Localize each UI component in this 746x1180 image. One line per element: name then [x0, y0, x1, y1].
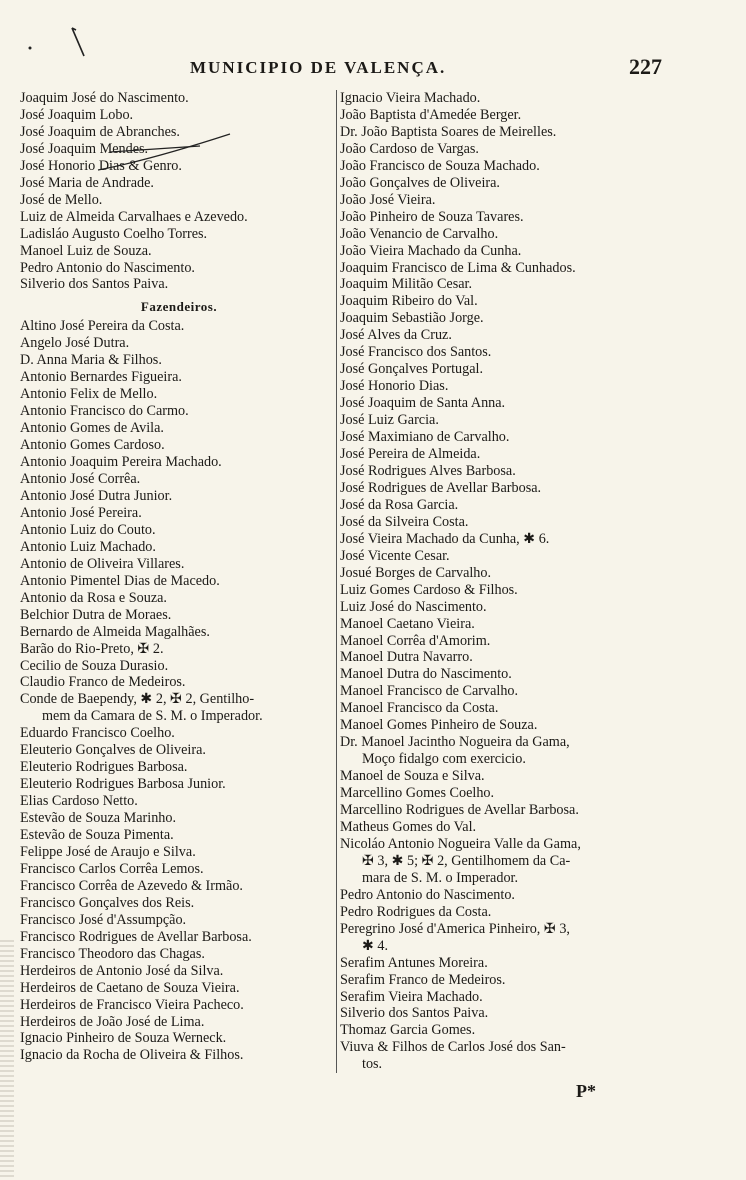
- list-item: João José Vieira.: [340, 191, 436, 208]
- list-item: João Gonçalves de Oliveira.: [340, 174, 500, 191]
- list-item: Joaquim Francisco de Lima & Cunhados.: [340, 259, 576, 276]
- list-item: Antonio Felix de Mello.: [20, 386, 158, 403]
- list-item: Silverio dos Santos Paiva.: [340, 1005, 489, 1022]
- signature-mark: P*: [576, 1081, 596, 1101]
- list-item: Marcellino Rodrigues de Avellar Barbosa.: [340, 802, 579, 819]
- list-item: Serafim Franco de Medeiros.: [340, 971, 506, 988]
- list-item: José Joaquim Lobo.: [20, 106, 134, 123]
- list-item: Francisco Rodrigues de Avellar Barbosa.: [20, 928, 252, 945]
- list-item: José Luiz Garcia.: [340, 412, 439, 429]
- list-item: Estevão de Souza Pimenta.: [20, 827, 174, 844]
- list-item: Antonio Bernardes Figueira.: [20, 369, 182, 386]
- list-item: Dr. João Baptista Soares de Meirelles.: [340, 123, 557, 140]
- list-item: Manoel de Souza e Silva.: [340, 768, 485, 785]
- list-item: José Maximiano de Carvalho.: [340, 429, 510, 446]
- list-item: Herdeiros de Francisco Vieira Pacheco.: [20, 996, 244, 1013]
- running-title: MUNICIPIO DE VALENÇA.: [190, 58, 447, 77]
- list-item: Manoel Gomes Pinheiro de Souza.: [340, 717, 538, 734]
- list-item: Antonio Gomes Cardoso.: [20, 437, 165, 454]
- list-item-continuation: tos.: [362, 1056, 383, 1073]
- list-item: Manoel Dutra do Nascimento.: [340, 666, 512, 683]
- list-item: José Maria de Andrade.: [20, 174, 154, 191]
- list-item: Peregrino José d'America Pinheiro, ✠ 3,: [340, 920, 570, 937]
- list-item: Ignacio Vieira Machado.: [340, 90, 481, 106]
- list-item: Dr. Manoel Jacintho Nogueira da Gama,: [340, 734, 570, 751]
- list-item: Silverio dos Santos Paiva.: [20, 276, 169, 293]
- list-item: João Baptista d'Amedée Berger.: [340, 106, 522, 123]
- list-item: José Gonçalves Portugal.: [340, 361, 484, 378]
- list-item: José da Rosa Garcia.: [340, 496, 459, 513]
- list-item: José da Silveira Costa.: [340, 513, 469, 530]
- corner-mark: [72, 28, 84, 56]
- list-item: Manoel Caetano Vieira.: [340, 615, 475, 632]
- list-item: Serafim Vieira Machado.: [340, 988, 483, 1005]
- list-item: Antonio de Oliveira Villares.: [20, 555, 185, 572]
- strike-mark: [110, 146, 200, 152]
- list-item: Francisco Carlos Corrêa Lemos.: [20, 860, 204, 877]
- list-item: Joaquim Militão Cesar.: [340, 276, 473, 293]
- list-item: Antonio Luiz do Couto.: [20, 521, 156, 538]
- list-item: Eleuterio Rodrigues Barbosa.: [20, 759, 188, 776]
- list-item: Conde de Baependy, ✱ 2, ✠ 2, Gentilho-: [20, 691, 255, 708]
- ink-dot: [29, 47, 32, 50]
- list-item: Pedro Rodrigues da Costa.: [340, 903, 492, 920]
- list-item: Pedro Antonio do Nascimento.: [340, 886, 515, 903]
- list-item: Belchior Dutra de Moraes.: [20, 606, 172, 623]
- list-item: Felippe José de Araujo e Silva.: [20, 843, 196, 860]
- list-item: Antonio Pimentel Dias de Macedo.: [20, 572, 220, 589]
- list-item: Antonio Luiz Machado.: [20, 538, 156, 555]
- list-item: Marcellino Gomes Coelho.: [340, 785, 495, 802]
- list-item: José Rodrigues Alves Barbosa.: [340, 462, 516, 479]
- list-item: Luiz Gomes Cardoso & Filhos.: [340, 581, 518, 598]
- list-item: Altino José Pereira da Costa.: [20, 318, 185, 335]
- list-item: Antonio José Corrêa.: [20, 471, 141, 488]
- list-item: José Vicente Cesar.: [340, 547, 450, 564]
- page-number: 227: [629, 54, 662, 79]
- list-item: Ladisláo Augusto Coelho Torres.: [20, 225, 208, 242]
- list-item-continuation: mara de S. M. o Imperador.: [362, 869, 519, 886]
- list-item: Joaquim José do Nascimento.: [20, 90, 189, 106]
- list-item: Viuva & Filhos de Carlos José dos San-: [340, 1039, 566, 1056]
- list-item: José Joaquim de Santa Anna.: [340, 395, 506, 412]
- list-item: José Honorio Dias.: [340, 378, 449, 395]
- list-item: José Joaquim de Abranches.: [20, 123, 180, 140]
- list-item: Herdeiros de João José de Lima.: [20, 1013, 205, 1030]
- list-item: Angelo José Dutra.: [20, 335, 130, 352]
- list-item: Serafim Antunes Moreira.: [340, 954, 488, 971]
- list-item: Eleuterio Gonçalves de Oliveira.: [20, 742, 206, 759]
- list-item: Manoel Francisco de Carvalho.: [340, 683, 519, 700]
- list-item: João Vieira Machado da Cunha.: [340, 242, 522, 259]
- list-item: Claudio Franco de Medeiros.: [20, 674, 186, 691]
- list-item: José Vieira Machado da Cunha, ✱ 6.: [340, 530, 550, 547]
- list-item-continuation: mem da Camara de S. M. o Imperador.: [42, 708, 263, 725]
- list-item: Barão do Rio-Preto, ✠ 2.: [20, 640, 164, 657]
- list-item: Elias Cardoso Netto.: [20, 793, 138, 810]
- list-item: Francisco José d'Assumpção.: [20, 911, 187, 928]
- list-item: Ignacio da Rocha de Oliveira & Filhos.: [20, 1047, 244, 1064]
- list-item: Josué Borges de Carvalho.: [340, 564, 492, 581]
- list-item-continuation: ✠ 3, ✱ 5; ✠ 2, Gentilhomem da Ca-: [362, 852, 571, 869]
- list-item: João Venancio de Carvalho.: [340, 225, 499, 242]
- list-item: Antonio José Pereira.: [20, 504, 142, 521]
- list-item: Thomaz Garcia Gomes.: [340, 1022, 476, 1039]
- list-item: Herdeiros de Caetano de Souza Vieira.: [20, 979, 240, 996]
- list-item: Francisco Gonçalves dos Reis.: [20, 894, 195, 911]
- list-item: José Honorio Dias & Genro.: [20, 157, 182, 174]
- list-item: Francisco Corrêa de Azevedo & Irmão.: [20, 877, 243, 894]
- list-item: José Rodrigues de Avellar Barbosa.: [340, 479, 542, 496]
- list-item: José Pereira de Almeida.: [340, 446, 481, 463]
- list-item: Bernardo de Almeida Magalhães.: [20, 623, 210, 640]
- list-item: Antonio da Rosa e Souza.: [20, 589, 167, 606]
- list-item: Herdeiros de Antonio José da Silva.: [20, 962, 224, 979]
- binding-gutter: [0, 940, 14, 1180]
- list-item: Estevão de Souza Marinho.: [20, 810, 177, 827]
- list-item: D. Anna Maria & Filhos.: [20, 352, 162, 369]
- list-item: Antonio Francisco do Carmo.: [20, 403, 189, 420]
- list-item: José Joaquim Mendes.: [20, 140, 149, 157]
- list-item: Manoel Francisco da Costa.: [340, 700, 499, 717]
- list-item: Manoel Dutra Navarro.: [340, 649, 473, 666]
- list-item: José Alves da Cruz.: [340, 327, 452, 344]
- list-item: Joaquim Sebastião Jorge.: [340, 310, 484, 327]
- list-item: Eleuterio Rodrigues Barbosa Junior.: [20, 776, 226, 793]
- list-item: João Cardoso de Vargas.: [340, 140, 479, 157]
- list-item: Francisco Theodoro das Chagas.: [20, 945, 205, 962]
- list-item: Pedro Antonio do Nascimento.: [20, 259, 195, 276]
- list-item: Joaquim Ribeiro do Val.: [340, 293, 478, 310]
- list-item: Manoel Corrêa d'Amorim.: [340, 632, 491, 649]
- section-title: Fazendeiros.: [140, 299, 218, 315]
- list-item: Cecilio de Souza Durasio.: [20, 657, 169, 674]
- list-item-continuation: Moço fidalgo com exercicio.: [362, 751, 526, 768]
- list-item: João Francisco de Souza Machado.: [340, 157, 540, 174]
- list-item: João Pinheiro de Souza Tavares.: [340, 208, 524, 225]
- list-item: Luiz de Almeida Carvalhaes e Azevedo.: [20, 208, 248, 225]
- list-item: Nicoláo Antonio Nogueira Valle da Gama,: [340, 835, 581, 852]
- list-item: José Francisco dos Santos.: [340, 344, 492, 361]
- list-item: Luiz José do Nascimento.: [340, 598, 487, 615]
- list-item: Antonio José Dutra Junior.: [20, 487, 173, 504]
- list-item: Antonio Gomes de Avila.: [20, 420, 164, 437]
- list-item: Matheus Gomes do Val.: [340, 818, 477, 835]
- list-item: Antonio Joaquim Pereira Machado.: [20, 454, 222, 471]
- list-item-continuation: ✱ 4.: [362, 937, 389, 954]
- list-item: Manoel Luiz de Souza.: [20, 242, 152, 259]
- list-item: Ignacio Pinheiro de Souza Werneck.: [20, 1030, 227, 1047]
- list-item: José de Mello.: [20, 191, 103, 208]
- list-item: Eduardo Francisco Coelho.: [20, 725, 175, 742]
